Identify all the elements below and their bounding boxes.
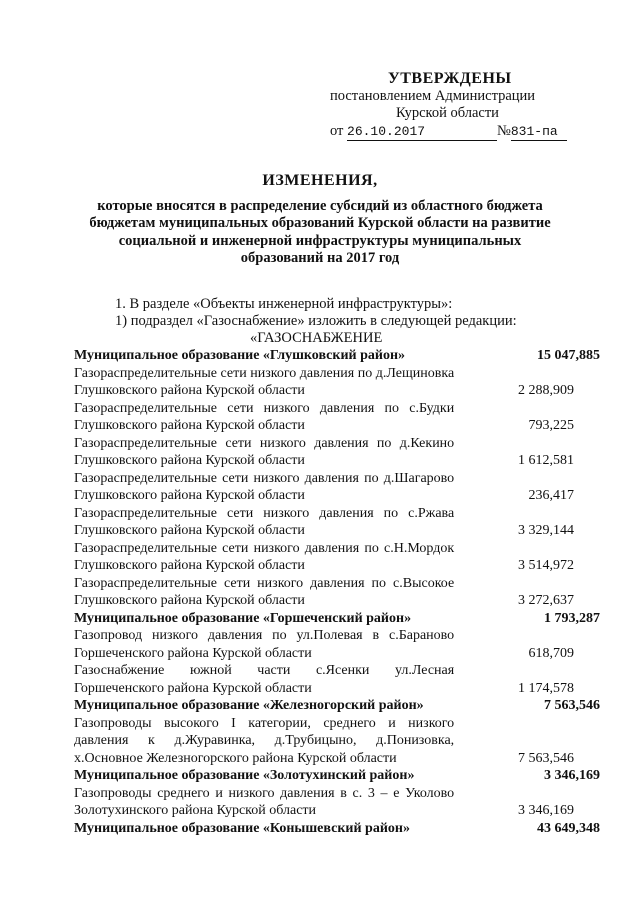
project-amount: 7 563,546 (518, 750, 574, 766)
project-amount: 1 174,578 (518, 680, 574, 696)
project-description: Газораспределительные сети низкого давления по с.Будки Глушковского района Курской области (74, 400, 455, 433)
intro-paragraph-1: 1. В разделе «Объекты инженерной инфраструктуры»: (115, 296, 453, 312)
project-description: Газораспределительные сети низкого давления по д.Шагарово Глушковского района Курской области (74, 470, 455, 503)
project-description: Газоснабжение южной части с.Ясенки ул.Лесная Горшеченского района Курской области (74, 663, 455, 696)
number-prefix: № (497, 122, 511, 139)
project-description: Газораспределительные сети низкого давления по д.Кекино Глушковского района Курской области (74, 435, 455, 468)
project-amount: 3 329,144 (518, 523, 574, 538)
approval-line2: Курской области (396, 105, 499, 121)
project-description: Газораспределительные сети низкого давления по с.Высокое Глушковского района Курской области (74, 575, 455, 608)
project-description: Газораспределительные сети низкого давления по с.Н.Мордок Глушковского района Курской области (74, 540, 455, 573)
municipality-row (74, 697, 600, 715)
project-description: Газораспределительные сети низкого давления по с.Ржава Глушковского района Курской области (74, 505, 455, 538)
project-row (74, 627, 600, 662)
approval-date: 26.10.2017 (347, 123, 426, 139)
project-amount: 3 272,637 (518, 593, 574, 608)
project-amount: 2 288,909 (518, 383, 574, 398)
project-row (74, 365, 600, 400)
approval-date-line (330, 123, 590, 142)
municipality-total: 7 563,546 (544, 698, 600, 713)
project-amount: 793,225 (528, 418, 574, 433)
document-title: ИЗМЕНЕНИЯ, (262, 172, 378, 189)
project-description: Газопроводы среднего и низкого давления в с. 3 – е Уколово Золотухинского района Курской области (74, 785, 455, 818)
project-row (74, 540, 600, 575)
project-description: Газопровод низкого давления по ул.Полевая в с.Бараново Горшеченского района Курской области (74, 628, 455, 661)
municipality-row (74, 767, 600, 785)
municipality-name: Муниципальное образование «Конышевский район» (74, 820, 410, 836)
project-description: Газораспределительные сети низкого давления по д.Лещиновка Глушковского района Курской области (74, 365, 455, 398)
allocation-table-body (74, 347, 600, 837)
project-row (74, 470, 600, 505)
project-row (74, 785, 600, 820)
approval-heading: УТВЕРЖДЕНЫ (388, 70, 512, 87)
intro-paragraph-2: 1) подраздел «Газоснабжение» изложить в следующей редакции: (115, 313, 517, 329)
project-row (74, 435, 600, 470)
approval-date-field (347, 123, 497, 142)
project-row (74, 662, 600, 697)
document-subtitle: которые вносятся в распределение субсидий из областного бюджета бюджетам муниципальных образований Курской области на развитие социальной и инженерной инфраструктуры муниципальных образований на 2017 год (89, 197, 551, 266)
project-row (74, 715, 600, 768)
approval-line1: постановлением Администрации (330, 87, 536, 104)
municipality-row (74, 820, 600, 838)
project-amount: 1 612,581 (518, 453, 574, 468)
allocation-table (74, 347, 600, 837)
project-row (74, 400, 600, 435)
section-heading: «ГАЗОСНАБЖЕНИЕ (250, 330, 383, 346)
municipality-total: 43 649,348 (537, 820, 600, 836)
project-description: Газопроводы высокого I категории, среднего и низкого давления к д.Журавинка, д.Трубицыно, д.Понизовка, х.Основное Железногорского района Курской области (74, 715, 455, 766)
municipality-total: 3 346,169 (544, 768, 600, 783)
document-title-block (60, 172, 580, 268)
municipality-row (74, 347, 600, 365)
municipality-name: Муниципальное образование «Горшеченский район» (74, 610, 412, 626)
project-amount: 3 514,972 (518, 558, 574, 573)
project-amount: 236,417 (528, 488, 574, 503)
approval-stamp (330, 70, 590, 141)
municipality-total: 1 793,287 (544, 610, 600, 626)
project-amount: 618,709 (528, 645, 574, 661)
approval-number: 831-па (510, 123, 558, 139)
project-row (74, 575, 600, 610)
municipality-name: Муниципальное образование «Золотухинский район» (74, 768, 415, 783)
municipality-name: Муниципальное образование «Глушковский район» (74, 348, 406, 363)
project-amount: 3 346,169 (518, 803, 574, 818)
approval-number-field (511, 123, 567, 142)
project-row (74, 505, 600, 540)
date-prefix: от (330, 122, 344, 139)
municipality-name: Муниципальное образование «Железногорский район» (74, 698, 424, 713)
municipality-total: 15 047,885 (537, 348, 600, 363)
municipality-row (74, 610, 600, 628)
